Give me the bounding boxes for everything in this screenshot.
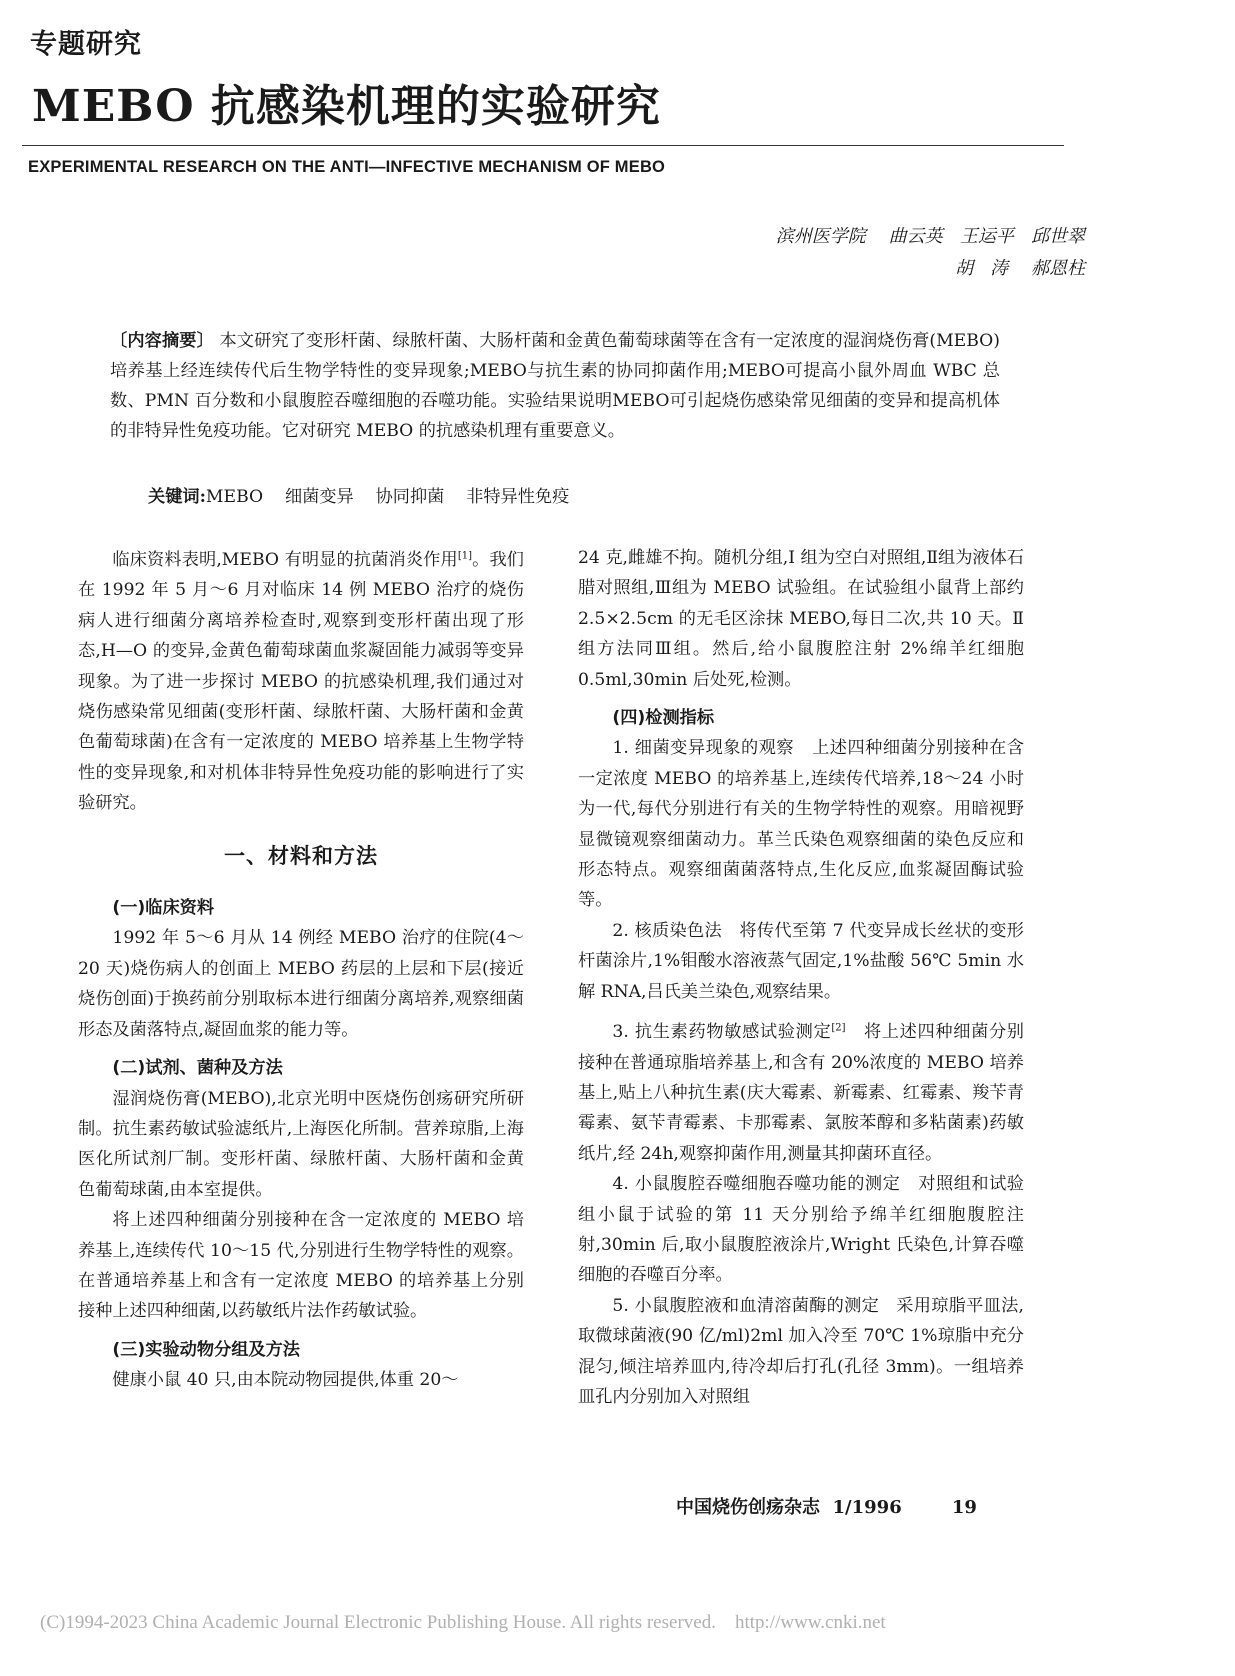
item-paragraph: 4. 小鼠腹腔吞噬细胞吞噬功能的测定 对照组和试验组小鼠于试验的第 11 天分别给予绵羊红细胞腹腔注射,30min 后,取小鼠腹腔液涂片,Wright 氏染色,计算吞噬细胞的吞噬百分率。	[578, 1174, 1024, 1286]
english-title: EXPERIMENTAL RESEARCH ON THE ANTI—INFECTIVE MECHANISM OF MEBO	[28, 158, 666, 176]
paragraph: 健康小鼠 40 只,由本院动物园提供,体重 20～	[112, 1370, 459, 1391]
paragraph: 将上述四种细菌分别接种在含一定浓度的 MEBO 培养基上,连续传代 10～15 代,分别进行生物学特性的观察。在普通培养基上和含有一定浓度 MEBO 的培养基上分别接种上述四种细菌,以药敏纸片法作药敏试验。	[78, 1210, 524, 1322]
item-paragraph: 3. 抗生素药物敏感试验测定[2] 将上述四种细菌分别接种在普通琼脂培养基上,和含有 20%浓度的 MEBO 培养基上,贴上八种抗生素(庆大霉素、新霉素、红霉素、羧苄青霉素、氨苄青霉素、卡那霉素、氯胺苯醇和多粘菌素)药敏纸片,经 24h,观察抑菌作用,测量其抑菌环直径。	[578, 1022, 1024, 1164]
keywords-list: MEBO 细菌变异 协同抑菌 非特异性免疫	[205, 487, 570, 507]
item-title: 3. 抗生素药物敏感试验测定	[612, 1022, 832, 1043]
item-title: 1. 细菌变异现象的观察	[612, 738, 795, 759]
section-heading: 一、材料和方法	[224, 843, 378, 868]
article-title: MEBO 抗感染机理的实验研究	[32, 81, 661, 132]
abstract-text: 本文研究了变形杆菌、绿脓杆菌、大肠杆菌和金黄色葡萄球菌等在含有一定浓度的湿润烧伤膏(MEBO)培养基上经连续传代后生物学特性的变异现象;MEBO与抗生素的协同抑菌作用;MEBO可提高小鼠外周血 WBC 总数、PMN 百分数和小鼠腹腔吞噬细胞的吞噬功能。实验结果说明MEBO可引起烧伤感染常见细菌的变异和提高机体的非特异性免疫功能。它对研究 MEBO 的抗感染机理有重要意义。	[110, 331, 1000, 441]
section-label: 专题研究	[30, 29, 142, 60]
subsection-heading-3: (三)实验动物分组及方法	[112, 1339, 300, 1360]
abstract-label: 〔内容摘要〕	[110, 331, 214, 351]
right-column	[578, 543, 1024, 1412]
page-number: 19	[951, 1497, 977, 1518]
journal-name: 中国烧伤创疡杂志 1/1996	[676, 1497, 902, 1518]
abstract	[110, 326, 1000, 446]
item-title: 4. 小鼠腹腔吞噬细胞吞噬功能的测定	[612, 1174, 901, 1195]
item-paragraph: 2. 核质染色法 将传代至第 7 代变异成长丝状的变形杆菌涂片,1%钼酸水溶液蒸气固定,1%盐酸 56℃ 5min 水解 RNA,吕氏美兰染色,观察结果。	[578, 920, 1024, 1002]
paragraph: 湿润烧伤膏(MEBO),北京光明中医烧伤创疡研究所研制。抗生素药敏试验滤纸片,上海医化所制。营养琼脂,上海医化所试剂厂制。变形杆菌、绿脓杆菌、大肠杆菌和金黄色葡萄球菌,由本室提供。	[78, 1088, 524, 1200]
title-divider	[22, 145, 1064, 146]
intro-paragraph: 临床资料表明,MEBO 有明显的抗菌消炎作用[1]。我们在 1992 年 5 月～6 月对临床 14 例 MEBO 治疗的烧伤病人进行细菌分离培养检查时,观察到变形杆菌出现了形态,H—O 的变异,金黄色葡萄球菌血浆凝固能力减弱等变异现象。为了进一步探讨 MEBO 的抗感染机理,我们通过对烧伤感染常见细菌(变形杆菌、绿脓杆菌、大肠杆菌和金黄色葡萄球菌)在含有一定浓度的 MEBO 培养基上生物学特性的变异现象,和对机体非特异性免疫功能的影响进行了实验研究。	[78, 550, 524, 814]
left-column	[78, 545, 524, 1396]
paragraph: 1992 年 5～6 月从 14 例经 MEBO 治疗的住院(4～20 天)烧伤病人的创面上 MEBO 药层的上层和下层(接近烧伤创面)于换药前分别取标本进行细菌分离培养,观察细菌形态及菌落特点,凝固血浆的能力等。	[78, 928, 524, 1040]
subsection-heading-4: (四)检测指标	[612, 708, 715, 729]
subsection-heading-2: (二)试剂、菌种及方法	[112, 1058, 283, 1079]
reference-marker: [1]	[457, 550, 473, 562]
subsection-heading-1: (一)临床资料	[112, 898, 215, 919]
page-footer	[676, 1493, 977, 1519]
keywords	[148, 482, 569, 507]
keywords-label: 关键词:	[148, 487, 206, 507]
item-paragraph: 1. 细菌变异现象的观察 上述四种细菌分别接种在含一定浓度 MEBO 的培养基上,连续传代培养,18～24 小时为一代,每代分别进行有关的生物学特性的观察。用暗视野显微镜观察细菌动力。革兰氏染色观察细菌的染色反应和形态特点。观察细菌菌落特点,生化反应,血浆凝固酶试验等。	[578, 738, 1024, 911]
paragraph: 24 克,雌雄不拘。随机分组,I 组为空白对照组,Ⅱ组为液体石腊对照组,Ⅲ组为 MEBO 试验组。在试验组小鼠背上部约 2.5×2.5cm 的无毛区涂抹 MEBO,每日二次,共 10 天。Ⅱ组方法同Ⅲ组。然后,给小鼠腹腔注射 2%绵羊红细胞 0.5ml,30min 后处死,检测。	[578, 548, 1024, 690]
item-title: 2. 核质染色法	[612, 920, 723, 941]
author-line-1: 滨州医学院 曲云英 王运平 邱世翠	[775, 226, 1085, 247]
item-paragraph: 5. 小鼠腹腔液和血清溶菌酶的测定 采用琼脂平皿法,取微球菌液(90 亿/ml)2ml 加入冷至 70℃ 1%琼脂中充分混匀,倾注培养皿内,待冷却后打孔(孔径 3mm)。一组培养皿孔内分别加入对照组	[578, 1295, 1025, 1407]
copyright-notice: (C)1994-2023 China Academic Journal Electronic Publishing House. All rights reserved. http://www.cnki.net	[40, 1612, 886, 1633]
reference-marker: [2]	[831, 1022, 846, 1034]
author-line-2: 胡 涛 郝恩柱	[954, 258, 1085, 279]
item-title: 5. 小鼠腹腔液和血清溶菌酶的测定	[612, 1295, 880, 1316]
